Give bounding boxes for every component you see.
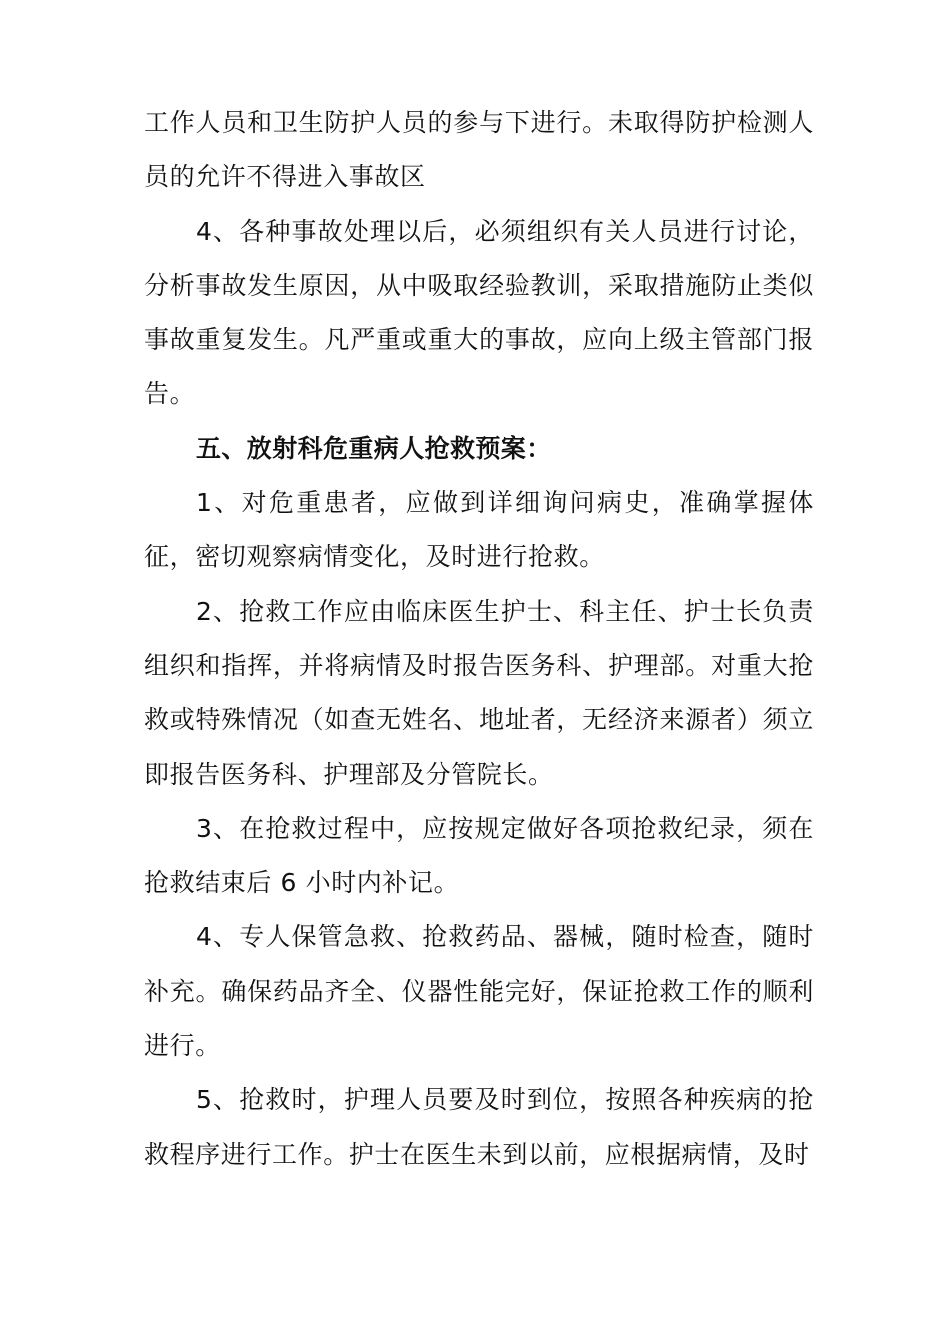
paragraph-item-1: 1、对危重患者，应做到详细询问病史，准确掌握体征，密切观察病情变化，及时进行抢救。 — [144, 488, 814, 572]
paragraph-item-3: 3、在抢救过程中，应按规定做好各项抢救纪录，须在抢救结束后 6 小时内补记。 — [144, 813, 814, 898]
section-heading-emergency-plan: 五、放射科危重病人抢救预案： — [196, 433, 552, 463]
paragraph-item-4: 4、专人保管急救、抢救药品、器械，随时检查，随时补充。确保药品齐全、仪器性能完好，保证抢救工作的顺利进行。 — [144, 922, 814, 1061]
document-body — [144, 96, 814, 1182]
paragraph-item-2: 2、抢救工作应由临床医生护士、科主任、护士长负责组织和指挥，并将病情及时报告医务科、护理部。对重大抢救或特殊情况（如查无姓名、地址者，无经济来源者）须立即报告医务科、护理部及分管院长。 — [144, 596, 814, 789]
paragraph-item-5: 5、抢救时，护理人员要及时到位，按照各种疾病的抢救程序进行工作。护士在医生未到以前，应根据病情，及时 — [144, 1085, 814, 1169]
paragraph-continuation: 工作人员和卫生防护人员的参与下进行。未取得防护检测人员的允许不得进入事故区 — [144, 108, 814, 192]
paragraph-accident-review: 4、各种事故处理以后，必须组织有关人员进行讨论，分析事故发生原因，从中吸取经验教训，采取措施防止类似事故重复发生。凡严重或重大的事故，应向上级主管部门报告。 — [144, 216, 814, 409]
